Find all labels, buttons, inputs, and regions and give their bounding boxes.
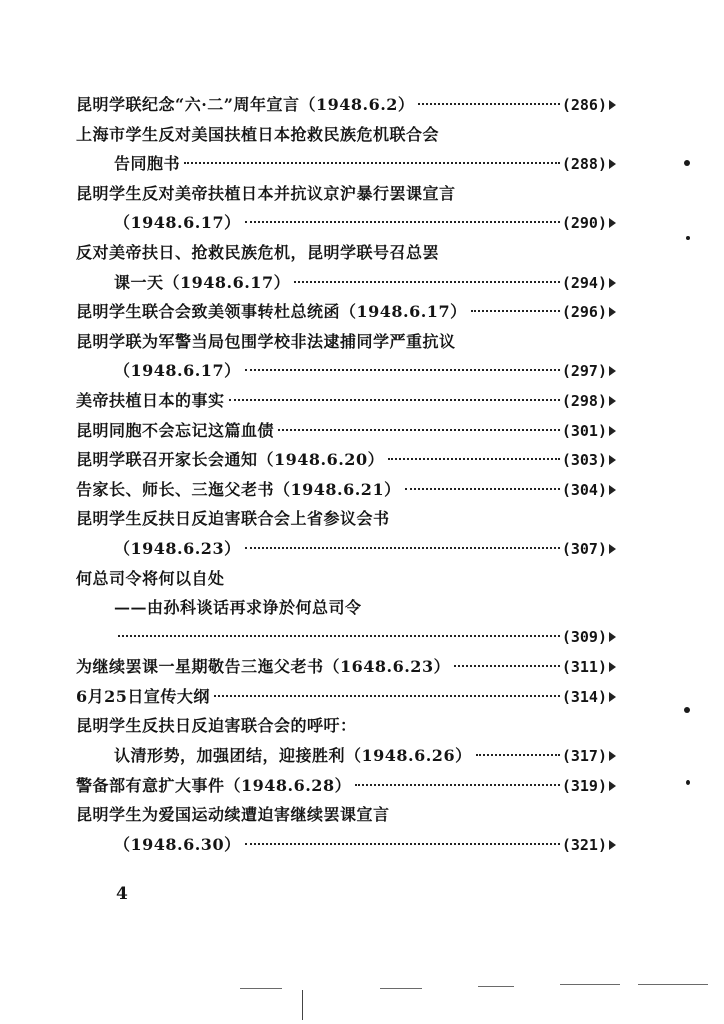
scan-speck [684,707,690,713]
scan-speck [684,160,690,166]
toc-entry-page: (294) [561,273,607,292]
dot-leader [184,162,560,164]
toc-entry [76,682,616,712]
toc-entry-title: ——由孙科谈话再求诤於何总司令 [114,598,362,618]
toc-entry [76,741,616,771]
toc-entry-title: 告同胞书 [114,149,182,179]
toc-entry-title: （1948.6.17） [114,208,243,238]
toc-entry-title: 反对美帝扶日、抢救民族危机，昆明学联号召总罢 [76,242,440,262]
toc-entry [76,593,616,623]
scan-edge-line [638,984,708,985]
toc-entry [76,534,616,564]
dot-leader [245,369,560,371]
toc-entry-title: 课一天（1948.6.17） [114,268,292,298]
toc-entry-page: (288) [561,155,607,174]
toc-entry [76,90,616,120]
scan-edge-line [240,988,282,989]
toc-entry [76,652,616,682]
dot-leader [245,221,560,223]
page-marker-icon [609,307,616,317]
toc-entry [76,149,616,179]
dot-leader [476,754,560,756]
toc-entry-title: 昆明学联为军警当局包围学校非法逮捕同学严重抗议 [76,331,456,351]
page-marker-icon [609,100,616,110]
toc-entry-page: (301) [561,421,607,440]
page-marker-icon [609,781,616,791]
page-marker-icon [609,544,616,554]
toc-entry [76,120,616,150]
page-marker-icon [609,426,616,436]
toc-entry [76,179,616,209]
toc-entry-title: 昆明学生反扶日反迫害联合会的呼吁： [76,716,357,736]
toc-entry [76,800,616,830]
dot-leader [418,103,559,105]
toc-entry [76,356,616,386]
page-marker-icon [609,485,616,495]
dot-leader [388,458,560,460]
toc-entry-page: (286) [561,96,607,114]
page-marker-icon [609,751,616,761]
toc-entry [76,623,616,653]
page-marker-icon [609,218,616,228]
toc-entry [76,504,616,534]
toc-entry-page: (309) [561,627,607,646]
toc-entry [76,386,616,416]
toc-entry [76,327,616,357]
toc-entry-page: (321) [561,835,607,854]
toc-entry-page: (307) [561,539,607,558]
toc-entry-title: 何总司令将何以自处 [76,568,225,588]
toc-entry [76,208,616,238]
page-marker-icon [609,632,616,642]
toc-entry-title: 认清形势，加强团结，迎接胜利（1948.6.26） [114,741,474,771]
toc-entry-title: （1948.6.23） [114,534,243,564]
toc-entry-title: 昆明学生反扶日反迫害联合会上省参议会书 [76,509,390,529]
dot-leader [471,310,560,312]
scan-edge-line [380,988,422,989]
dot-leader [294,281,560,283]
toc-entry-page: (311) [561,658,607,677]
toc-entry-page: (303) [561,451,607,470]
toc-entry-page: (319) [561,776,607,795]
toc-entry-title: 为继续罢课一星期敬告三迤父老书（1648.6.23） [76,652,452,682]
toc-entry-page: (297) [561,362,607,381]
toc-entry-title: （1948.6.30） [114,830,243,860]
table-of-contents [76,90,616,859]
toc-entry-page: (298) [561,391,607,410]
toc-entry-title: 警备部有意扩大事件（1948.6.28） [76,771,353,801]
page-marker-icon [609,455,616,465]
toc-entry [76,564,616,594]
dot-leader [245,843,560,845]
toc-entry [76,830,616,860]
toc-entry-page: (317) [561,747,607,766]
toc-entry [76,416,616,446]
page-marker-icon [609,692,616,702]
page-number: 4 [116,884,128,904]
page-marker-icon [609,662,616,672]
dot-leader [355,784,560,786]
page-marker-icon [609,278,616,288]
scan-edge-line [302,990,303,1020]
toc-entry [76,771,616,801]
dot-leader [245,547,560,549]
dot-leader [118,635,560,637]
dot-leader [278,429,560,431]
toc-entry-title: 昆明学联纪念“六·二”周年宣言（1948.6.2） [76,90,416,120]
toc-entry-title: 6月25日宣传大纲 [76,682,212,712]
dot-leader [214,695,560,697]
toc-entry-title: 昆明同胞不会忘记这篇血债 [76,416,276,446]
toc-entry [76,445,616,475]
toc-entry-title: 告家长、师长、三迤父老书（1948.6.21） [76,475,403,505]
dot-leader [405,488,560,490]
toc-entry-page: (290) [561,214,607,233]
toc-entry [76,475,616,505]
toc-entry-page: (296) [561,303,607,322]
toc-entry-title: 上海市学生反对美国扶植日本抢救民族危机联合会 [76,124,440,144]
page-marker-icon [609,840,616,850]
toc-entry-title: 昆明学生为爱国运动续遭迫害继续罢课宣言 [76,805,390,825]
toc-entry [76,297,616,327]
toc-entry [76,711,616,741]
toc-entry [76,238,616,268]
toc-entry-title: 昆明学生联合会致美领事转杜总统函（1948.6.17） [76,297,469,327]
toc-entry-title: 昆明学联召开家长会通知（1948.6.20） [76,445,386,475]
dot-leader [454,665,560,667]
scan-edge-line [560,984,620,985]
scan-speck [686,236,690,240]
toc-entry-title: 昆明学生反对美帝扶植日本并抗议京沪暴行罢课宣言 [76,183,456,203]
toc-entry-page: (304) [561,480,607,499]
scan-speck [686,780,690,785]
toc-entry-title: 美帝扶植日本的事实 [76,386,227,416]
page-marker-icon [609,396,616,406]
toc-entry [76,268,616,298]
toc-entry-page: (314) [561,687,607,706]
toc-entry-title: （1948.6.17） [114,356,243,386]
dot-leader [229,399,560,401]
page-marker-icon [609,366,616,376]
page-marker-icon [609,159,616,169]
scan-edge-line [478,986,514,987]
